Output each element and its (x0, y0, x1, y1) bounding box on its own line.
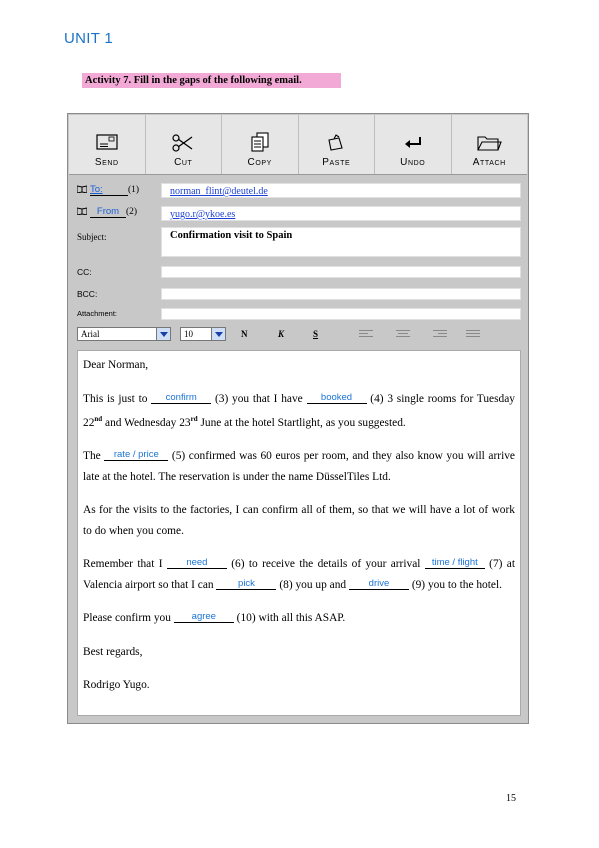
undo-icon (402, 134, 424, 152)
gap-7[interactable]: time / flight (425, 557, 485, 569)
undo-button[interactable] (375, 115, 452, 174)
underline-button[interactable]: S (313, 329, 319, 339)
address-book-icon (77, 185, 87, 193)
to-label[interactable]: To: (90, 184, 103, 195)
gap-3[interactable]: confirm (151, 392, 211, 404)
justify-icon[interactable] (466, 330, 480, 340)
email-toolbar (69, 115, 527, 175)
paragraph-3: As for the visits to the factories, I can confirm all of them, so that we will have a lot of work to do when you come. (83, 504, 515, 537)
from-label[interactable]: From (96, 206, 120, 217)
cc-label: CC: (77, 267, 92, 277)
chevron-down-icon[interactable] (211, 328, 225, 340)
paste-icon (325, 134, 347, 152)
gap-6[interactable]: need (167, 557, 227, 569)
send-icon (96, 134, 118, 152)
italic-button[interactable]: K (278, 329, 285, 339)
copy-label: Copy (247, 157, 272, 168)
to-number: (1) (128, 185, 140, 195)
paragraph-5: Please confirm you agree (10) with all this ASAP. (83, 611, 346, 625)
paragraph-1: This is just to confirm (3) you that I have booked (4) 3 single rooms for Tuesday 22nd and Wednesday 23rd June at the hotel Startlight, as you suggested. (83, 391, 515, 429)
paragraph-2: The rate / price (5) confirmed was 60 euros per room, and they also know you will arrive late at the hotel. The reservation is under the name DüsselTiles Ltd. (83, 449, 515, 483)
unit-title: UNIT 1 (64, 30, 114, 47)
gap-9[interactable]: drive (349, 578, 409, 590)
folder-icon (476, 134, 502, 152)
size-select[interactable] (180, 327, 226, 341)
align-center-icon[interactable] (396, 330, 410, 340)
attachment-label: Attachment: (77, 309, 118, 318)
gap-8[interactable]: pick (216, 578, 276, 590)
bcc-field[interactable] (161, 288, 521, 300)
cut-button[interactable] (146, 115, 223, 174)
subject-field[interactable] (161, 227, 521, 257)
chevron-down-icon[interactable] (156, 328, 170, 340)
cc-field[interactable] (161, 266, 521, 278)
paste-label: Paste (322, 157, 351, 168)
bcc-label: BCC: (77, 289, 98, 299)
undo-label: Undo (400, 157, 426, 168)
closing: Best regards, (83, 645, 143, 658)
paragraph-4: Remember that I need (6) to receive the details of your arrival time / flight (7) at Valencia airport so that I can pick (8) you up and drive (9) you to the hotel. (83, 557, 516, 591)
greeting: Dear Norman, (83, 359, 149, 371)
align-left-icon[interactable] (359, 330, 373, 340)
from-row (77, 206, 137, 218)
align-right-icon[interactable] (433, 330, 447, 340)
send-button[interactable] (69, 115, 146, 174)
size-value: 10 (184, 329, 193, 339)
copy-icon (249, 132, 271, 152)
send-label: Send (94, 157, 119, 168)
attach-button[interactable] (452, 115, 528, 174)
email-body[interactable] (77, 350, 521, 716)
scissors-icon (172, 134, 194, 152)
gap-10[interactable]: agree (174, 611, 234, 623)
gap-5[interactable]: rate / price (104, 449, 168, 461)
font-value: Arial (81, 329, 100, 339)
from-number: (2) (126, 207, 138, 217)
paste-button[interactable] (299, 115, 376, 174)
address-book-icon (77, 207, 87, 215)
attach-label: Attach (472, 157, 506, 168)
to-row (77, 184, 139, 196)
subject-value: Confirmation visit to Spain (170, 230, 293, 241)
gap-4[interactable]: booked (307, 392, 367, 404)
attachment-field[interactable] (161, 308, 521, 320)
cut-label: Cut (174, 157, 193, 168)
font-select[interactable] (77, 327, 171, 341)
copy-button[interactable] (222, 115, 299, 174)
activity-instruction: Activity 7. Fill in the gaps of the following email. (82, 73, 341, 88)
page-number: 15 (506, 793, 516, 804)
bold-button[interactable]: N (241, 329, 248, 339)
subject-label: Subject: (77, 232, 107, 242)
signature: Rodrigo Yugo. (83, 679, 150, 692)
from-field[interactable] (161, 206, 521, 221)
to-address[interactable]: norman_flint@deutel.de (170, 186, 268, 197)
from-address[interactable]: yugo.r@ykoe.es (170, 209, 236, 220)
to-field[interactable] (161, 183, 521, 198)
